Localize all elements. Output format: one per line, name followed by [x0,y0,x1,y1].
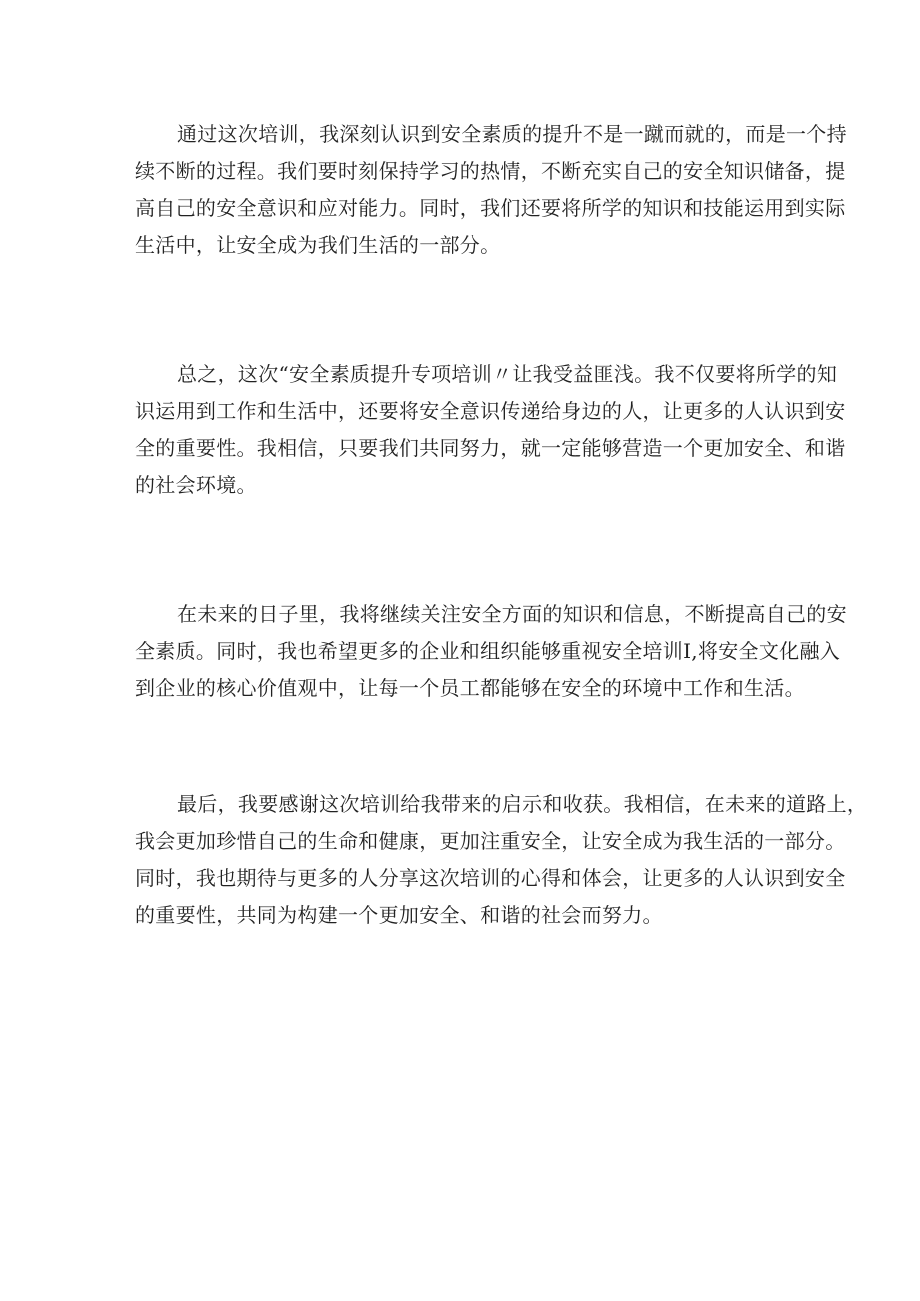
paragraph-line: 我会更加珍惜自己的生命和健康，更加注重安全，让安全成为我生活的一部分。 [135,829,846,853]
paragraph-future [135,596,847,707]
paragraph-training-reflection [135,116,847,264]
paragraph-summary [135,356,846,504]
paragraph-line: 通过这次培训，我深刻认识到安全素质的提升不是一蹴而就的，而是一个持 [177,122,847,146]
paragraph-line: 全的重要性。我相信，只要我们共同努力，就一定能够营造一个更加安全、和谐 [135,436,846,460]
paragraph-line: 最后，我要感谢这次培训给我带来的启示和收获。我相信，在未来的道路上， [177,792,868,816]
paragraph-closing [135,786,868,934]
paragraph-line: 的社会环境。 [135,473,257,497]
paragraph-line: 高自己的安全意识和应对能力。同时，我们还要将所学的知识和技能运用到实际 [135,196,846,220]
paragraph-line: 续不断的过程。我们要时刻保持学习的热情，不断充实自己的安全知识储备，提 [135,159,846,183]
paragraph-line: 全素质。同时，我也希望更多的企业和组织能够重视安全培训I,将安全文化融入 [135,639,841,663]
paragraph-line: 总之，这次“安全素质提升专项培训〃让我受益匪浅。我不仅要将所学的知 [177,362,838,386]
paragraph-line: 生活中，让安全成为我们生活的一部分。 [135,233,501,257]
paragraph-line: 的重要性，共同为构建一个更加安全、和谐的社会而努力。 [135,903,663,927]
paragraph-line: 同时，我也期待与更多的人分享这次培训的心得和体会，让更多的人认识到安全 [135,866,846,890]
paragraph-line: 到企业的核心价值观中，让每一个员工都能够在安全的环境中工作和生活。 [135,676,805,700]
paragraph-line: 在未来的日子里，我将继续关注安全方面的知识和信息，不断提高自己的安 [177,602,847,626]
paragraph-line: 识运用到工作和生活中，还要将安全意识传递给身边的人，让更多的人认识到安 [135,399,846,423]
